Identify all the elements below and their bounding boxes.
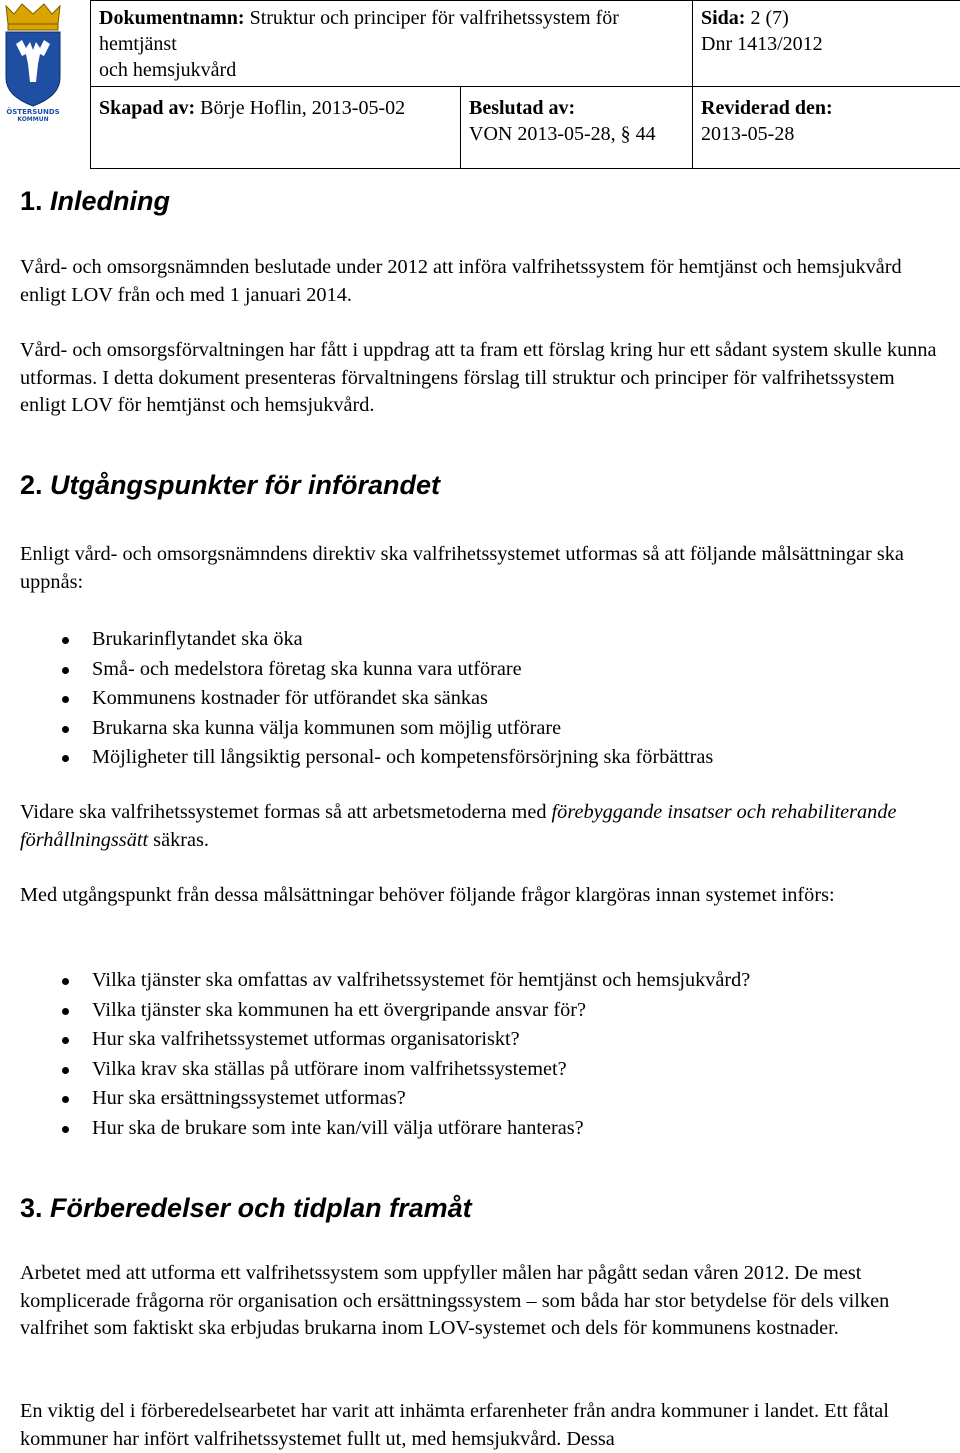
section-3-heading xyxy=(20,1193,472,1224)
bullet-icon xyxy=(62,726,69,733)
list-item-text: Vilka tjänster ska omfattas av valfrihetssystemet för hemtjänst och hemsjukvård? xyxy=(92,969,751,991)
list-item-text: Vilka krav ska ställas på utförare inom valfrihetssystemet? xyxy=(92,1057,567,1080)
list-item-text: Möjligheter till långsiktig personal- och kompetensförsörjning ska förbättras xyxy=(92,746,714,768)
list-item xyxy=(20,714,940,744)
bullet-icon xyxy=(62,978,69,985)
page-label: Sida: xyxy=(701,7,746,29)
document-name-value: Struktur och principer för valfrihetssystem för hemtjänst xyxy=(99,7,619,55)
list-item xyxy=(20,1084,940,1114)
section-2-heading xyxy=(20,470,440,501)
list-item xyxy=(20,1114,940,1144)
list-item xyxy=(20,684,940,714)
page-cell xyxy=(693,1,960,87)
list-item-text: Vilka tjänster ska kommunen ha ett övergripande ansvar för? xyxy=(92,998,587,1021)
emphasized-text: förebyggande insatser och rehabiliterande förhållningssätt xyxy=(20,801,897,851)
list-item-text: Hur ska valfrihetssystemet utformas organisatoriskt? xyxy=(92,1028,520,1050)
svg-text:ÖSTERSUNDS: ÖSTERSUNDS xyxy=(6,108,60,116)
section-2-paragraph-3: Med utgångspunkt från dessa målsättningar behöver följande frågor klargöras innan systemet införs: xyxy=(20,884,835,906)
section-3-number: 3. xyxy=(20,1193,43,1223)
list-item xyxy=(20,966,940,996)
section-2-number: 2. xyxy=(20,470,43,500)
bullet-icon xyxy=(62,755,69,762)
revised-label: Reviderad den: xyxy=(701,97,833,119)
bullet-icon xyxy=(62,637,69,644)
list-item-text: Hur ska ersättningssystemet utformas? xyxy=(92,1087,406,1109)
list-item-text: Hur ska de brukare som inte kan/vill välja utförare hanteras? xyxy=(92,1116,584,1139)
section-1-title: Inledning xyxy=(42,186,171,216)
document-name-label: Dokumentnamn: xyxy=(99,7,245,29)
bullet-icon xyxy=(62,1126,69,1133)
dnr-value: Dnr 1413/2012 xyxy=(701,33,823,55)
created-value: Börje Hoflin, 2013-05-02 xyxy=(195,97,406,119)
decided-value: VON 2013-05-28, § 44 xyxy=(469,123,656,145)
bullet-icon xyxy=(62,696,69,703)
revised-cell xyxy=(693,87,960,169)
section-2-title: Utgångspunkter för införandet xyxy=(42,470,441,500)
bullet-icon xyxy=(62,1067,69,1074)
decided-label: Beslutad av: xyxy=(469,97,576,119)
list-item xyxy=(20,1025,940,1055)
list-item xyxy=(20,1055,940,1085)
document-header xyxy=(90,0,960,169)
list-item-text: Kommunens kostnader för utförandet ska sänkas xyxy=(92,687,488,709)
goals-list xyxy=(20,625,940,773)
document-name-value-cont: och hemsjukvård xyxy=(99,59,237,81)
section-1-paragraph-2: Vård- och omsorgsförvaltningen har fått i uppdrag att ta fram ett förslag kring hur ett sådant system skulle kunna utformas. I detta dokument presenteras förvaltningens förslag till struktur och principer för valfrihetssystem enligt LOV för hemtjänst och hemsjukvård. xyxy=(20,339,937,416)
page-value: 2 (7) xyxy=(745,7,789,29)
decided-cell xyxy=(461,87,693,169)
list-item-text: Brukarna ska kunna välja kommunen som möjlig utförare xyxy=(92,716,562,739)
list-item-text: Små- och medelstora företag ska kunna vara utförare xyxy=(92,657,522,680)
bullet-icon xyxy=(62,1096,69,1103)
svg-text:KOMMUN: KOMMUN xyxy=(17,116,49,122)
document-name-cell xyxy=(91,1,693,87)
list-item-text: Brukarinflytandet ska öka xyxy=(92,628,303,650)
list-item xyxy=(20,996,940,1026)
section-2-paragraph-1: Enligt vård- och omsorgsnämndens direktiv ska valfrihetssystemet utformas så att följande målsättningar ska uppnås: xyxy=(20,543,904,593)
section-1-number: 1. xyxy=(20,186,43,216)
bullet-icon xyxy=(62,667,69,674)
paragraph-text: Vidare ska valfrihetssystemet formas så att arbetsmetoderna med xyxy=(20,801,552,823)
revised-value: 2013-05-28 xyxy=(701,123,795,145)
paragraph-text-end: säkras. xyxy=(148,828,209,851)
created-cell xyxy=(91,87,461,169)
municipality-logo xyxy=(0,0,66,122)
bullet-icon xyxy=(62,1037,69,1044)
created-label: Skapad av: xyxy=(99,97,196,119)
list-item xyxy=(20,655,940,685)
section-3-paragraph-2: En viktig del i förberedelsearbetet har varit att inhämta erfarenheter från andra kommuner i landet. Ett fåtal kommuner har infört valfrihetssystemet fullt ut, med hemsjukvård. Dessa xyxy=(20,1400,889,1450)
section-1-heading xyxy=(20,186,170,217)
list-item xyxy=(20,625,940,655)
section-3-paragraph-1: Arbetet med att utforma ett valfrihetssystem som uppfyller målen har pågått sedan våren 2012. De mest komplicerade frågorna rör organisation och ersättningssystem – som båda har stor betydelse för dels vilken valfrihet som faktiskt ska erbjudas brukarna inom LOV-systemet och dels för kommunens kostnader. xyxy=(20,1262,890,1339)
section-1-paragraph-1: Vård- och omsorgsnämnden beslutade under 2012 att införa valfrihetssystem för hemtjänst och hemsjukvård enligt LOV från och med 1 januari 2014. xyxy=(20,256,902,306)
section-3-title: Förberedelser och tidplan framåt xyxy=(42,1193,472,1223)
section-2-paragraph-2 xyxy=(20,799,940,854)
bullet-icon xyxy=(62,1008,69,1015)
list-item xyxy=(20,743,940,773)
questions-list xyxy=(20,966,940,1143)
